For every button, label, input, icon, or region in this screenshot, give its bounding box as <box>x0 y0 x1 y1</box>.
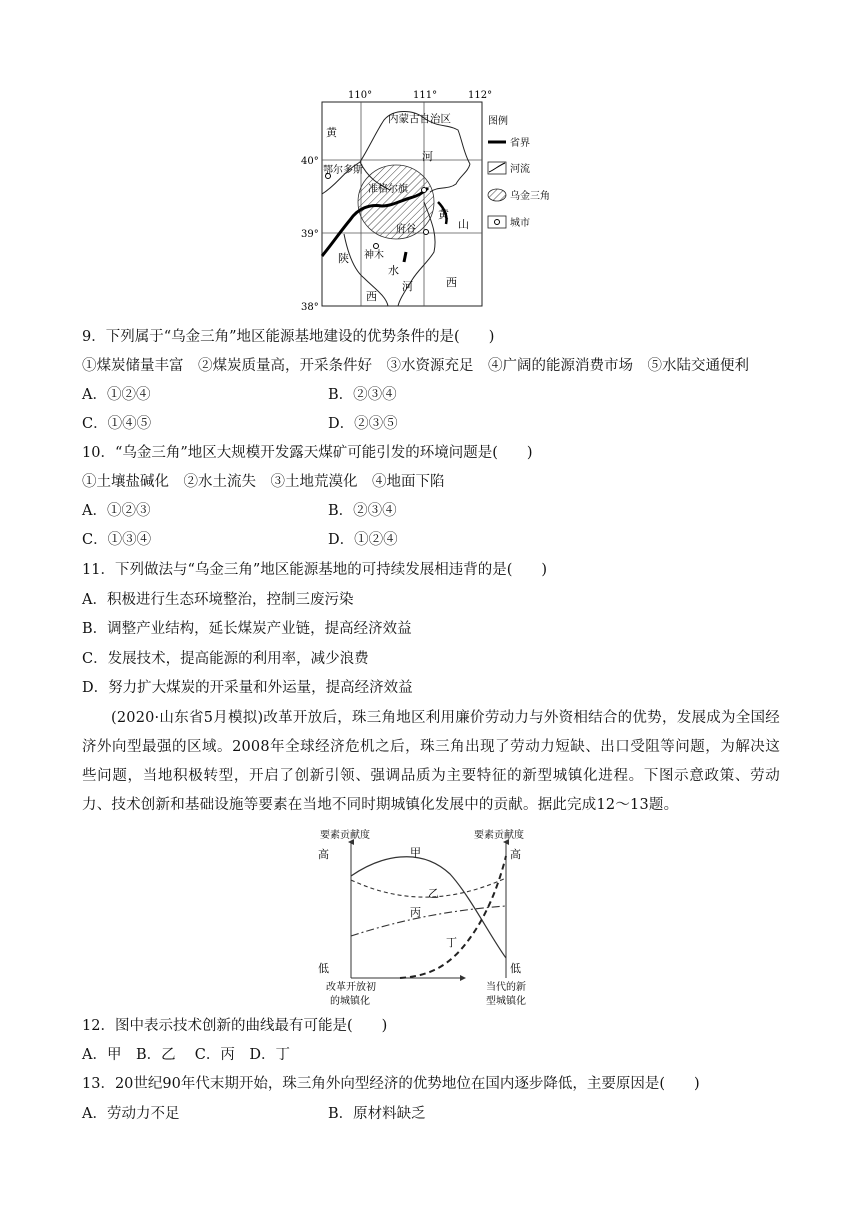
curve-label-jia: 甲 <box>410 846 421 859</box>
curve-label-yi: 乙 <box>428 887 439 900</box>
graph-high-left: 高 <box>318 848 329 861</box>
q11-option-d[interactable]: D．努力扩大煤炭的开采量和外运量，提高经济效益 <box>82 680 413 696</box>
legend-triangle-icon <box>488 189 506 201</box>
graph-high-right: 高 <box>510 848 521 861</box>
graph-x-start-1: 改革开放初 <box>326 982 376 993</box>
city-zhungeer <box>422 188 427 193</box>
provincial-boundary-3 <box>404 252 406 262</box>
q13-option-b[interactable]: B．原材料缺乏 <box>328 1106 426 1122</box>
map-legend <box>488 114 550 229</box>
label-shan-right: 山 <box>458 218 469 231</box>
label-shaan: 陕 <box>338 252 349 265</box>
lat-label-39: 39° <box>301 229 319 240</box>
q9-choices: ①煤炭储量丰富 ②煤炭质量高，开采条件好 ③水资源充足 ④广阔的能源消费市场 ⑤水陆交通便利 <box>82 358 749 374</box>
graph-x-end-2: 型城镇化 <box>486 996 526 1007</box>
q11-option-b[interactable]: B．调整产业结构，延长煤炭产业链，提高经济效益 <box>82 621 412 637</box>
q10-stem: 10．“乌金三角”地区大规模开发露天煤矿可能引发的环境问题是( ) <box>82 445 533 461</box>
q12-options[interactable]: A．甲 B．乙 C．丙 D．丁 <box>82 1047 290 1063</box>
lon-label-112: 112° <box>468 90 493 101</box>
label-xi-right: 西 <box>446 276 457 289</box>
label-huang-left: 黄 <box>326 126 337 139</box>
legend-item-boundary: 省界 <box>510 138 530 149</box>
curve-jia <box>351 857 506 958</box>
q9-stem: 9．下列属于“乌金三角”地区能源基地建设的优势条件的是( ) <box>82 329 495 345</box>
legend-title: 图例 <box>488 116 508 127</box>
label-inner-mongolia: 内蒙古自治区 <box>388 113 451 125</box>
q10-option-a[interactable]: A．①②③ <box>82 503 151 519</box>
q10-option-b[interactable]: B．②③④ <box>328 503 397 519</box>
legend-item-river: 河流 <box>510 164 530 175</box>
q10-option-d[interactable]: D．①②④ <box>328 532 398 548</box>
label-zhungeer: 准格尔旗 <box>368 184 408 195</box>
q9-option-b[interactable]: B．②③④ <box>328 387 397 403</box>
q10-option-c[interactable]: C．①③④ <box>82 532 152 548</box>
q9-option-d[interactable]: D．②③⑤ <box>328 416 398 432</box>
graph-ylabel-right: 要素贡献度 <box>474 830 524 841</box>
lat-label-40: 40° <box>301 156 319 167</box>
label-huang-right: 黄 <box>438 208 449 221</box>
label-he-bottom: 河 <box>402 280 413 293</box>
legend-item-city: 城市 <box>510 218 530 229</box>
graph-x-start-2: 的城镇化 <box>330 996 370 1007</box>
city-shenmu <box>374 244 379 249</box>
map-figure <box>298 84 558 316</box>
label-shui: 水 <box>388 264 399 277</box>
passage-12-13: (2020·山东省5月模拟)改革开放后，珠三角地区利用廉价劳动力与外资相结合的优势，发展成为全国经济外向型最强的区域。2008年全球经济危机之后，珠三角出现了劳动力短缺、出口受阻等问题，为解决这些问题，当地积极转型，开启了创新引领、强调品质为主要特征的新型城镇化进程。下图示意政策、劳动力、技术创新和基础设施等要素在当地不同时期城镇化发展中的贡献。据此完成12～13题。 <box>82 710 780 813</box>
q10-choices: ①土壤盐碱化 ②水土流失 ③土地荒漠化 ④地面下陷 <box>82 474 445 490</box>
q11-option-a[interactable]: A．积极进行生态环境整治，控制三废污染 <box>82 592 354 608</box>
q11-stem: 11．下列做法与“乌金三角”地区能源基地的可持续发展相违背的是( ) <box>82 562 548 578</box>
q13-stem: 13．20世纪90年代末期开始，珠三角外向型经济的优势地位在国内逐步降低，主要原因是( ) <box>82 1076 700 1092</box>
curve-label-ding: 丁 <box>446 936 457 949</box>
q13-option-a[interactable]: A．劳动力不足 <box>82 1106 180 1122</box>
label-ordos: 鄂尔多斯 <box>323 165 363 176</box>
graph-low-left: 低 <box>318 962 329 975</box>
factor-contribution-graph <box>310 826 550 1012</box>
graph-ylabel-left: 要素贡献度 <box>320 830 370 841</box>
lon-label-111: 111° <box>413 90 438 101</box>
q9-option-c[interactable]: C．①④⑤ <box>82 416 152 432</box>
q12-stem: 12．图中表示技术创新的曲线最有可能是( ) <box>82 1018 388 1034</box>
lat-label-38: 38° <box>301 302 319 313</box>
label-xi-bottom: 西 <box>366 290 377 303</box>
q9-option-a[interactable]: A．①②④ <box>82 387 151 403</box>
label-shenmu: 神木 <box>364 250 384 261</box>
legend-city-icon <box>495 220 500 225</box>
graph-x-end-1: 当代的新 <box>486 982 526 993</box>
label-fugu: 府谷 <box>396 224 416 235</box>
label-he-top: 河 <box>422 150 433 163</box>
city-fugu <box>424 230 429 235</box>
graph-low-right: 低 <box>510 962 521 975</box>
lon-label-110: 110° <box>348 90 373 101</box>
legend-item-triangle: 乌金三角 <box>510 191 550 202</box>
curve-label-bing: 丙 <box>410 906 421 919</box>
q11-option-c[interactable]: C．发展技术，提高能源的利用率，减少浪费 <box>82 651 369 667</box>
